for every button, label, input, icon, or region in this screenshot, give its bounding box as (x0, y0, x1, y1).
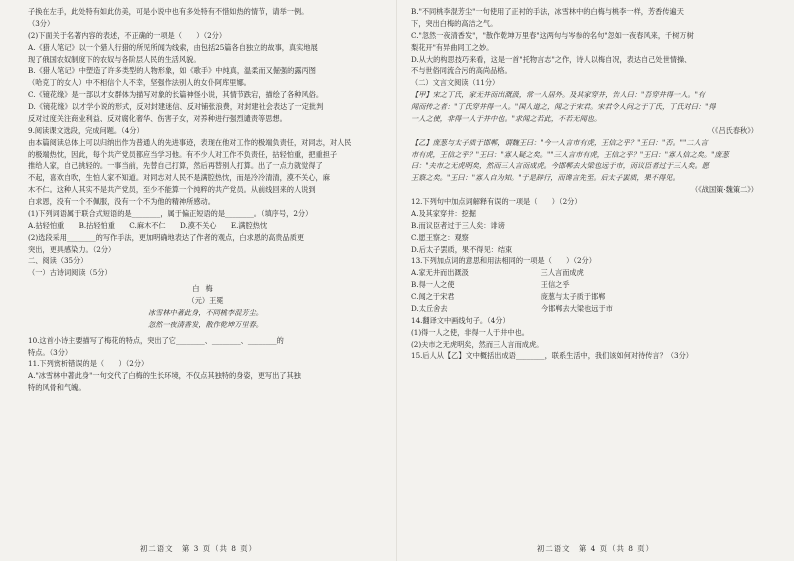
text-line: 由本篇阅读总体上可以归纳出作为普通人的先进事迹，表现在他对工作的极端负责任，对同志，对人民 (28, 137, 352, 147)
text-line: 12.下列句中加点词解释有误的一项是（ ）（2分） (411, 197, 582, 206)
text-line: (2)下面关于名著内容的表述，不正确的一项是（ ）（2分） (28, 30, 227, 40)
text-line: 特的风骨和气魄。 (28, 383, 86, 393)
text-line: (1)下列词语属于联合式短语的是________，属于偏正短语的是________。（填序号，2分） (28, 208, 313, 218)
right-questions-block (411, 196, 766, 362)
text-line: C.愿王察之：观察 (411, 232, 469, 242)
text-line: 王察之矣。"王曰："寡人自为知。"于是辞行，而谗言先至。后太子罢质，果不得见。 (411, 173, 680, 183)
page-footer: 初二语文 第 3 页（共 8 页） (139, 543, 258, 553)
text-line: B.而议臣者过于三人矣：诽谤 (411, 220, 505, 230)
source-citation: （《吕氏春秋》） (707, 125, 758, 135)
text-line: D.后太子罢质，果不得见：结束 (411, 244, 513, 254)
text-line: 现了俄国农奴制度下的农奴与各阶层人民的生活风貌。 (28, 54, 201, 64)
text-line: 一人之使，非得一人于井中也。"求闻之若此，不若无闻也。 (411, 113, 602, 123)
page-footer: 初二语文 第 4 页（共 8 页） (536, 543, 655, 553)
text-line: D.《镜花缘》以才学小说的形式，反对封建迷信、反对铺张浪费，对封建社会表达了一定批判 (28, 102, 324, 111)
text-line: 15.后人从【乙】文中概括出成语________，联系生活中，我们该如何对待传言？（3分） (411, 351, 693, 361)
text-line: C.《镜花缘》是一部以才女群体为描写对象的长篇神怪小说，其情节跌宕，描绘了各种风俗。 (28, 90, 324, 100)
text-line: 二、阅读（35分） (28, 256, 88, 266)
text-line: B.《猎人笔记》中塑造了许多类型的人物形象，如《歌手》中纯真，温柔而又倔强的露丙图 (28, 66, 316, 76)
poem-line: 冰雪林中著此身，不同桃李混芳尘。 (147, 307, 263, 317)
left-text-block (28, 6, 383, 279)
right-page (397, 0, 794, 561)
text-line: C.闻之于宋君 庞葱与太子质于邯郸 (411, 292, 606, 301)
poem-line: 忽然一夜清香发，散作乾坤万里春。 (147, 319, 263, 329)
text-line: A.《猎人笔记》以一个猎人行猎的所见所闻为线索，由包括25篇各自独立的故事，真实地展 (28, 42, 318, 52)
text-line: A."冰雪林中著此身"一句交代了白梅的生长环境，不仅点其独特的身姿，更写出了其独 (28, 371, 301, 381)
text-line: B."不同桃李混芳尘"一句使用了正衬的手法，冰雪林中的白梅与桃李一样，芳香传遍天 (411, 7, 684, 16)
right-text-block (411, 6, 766, 89)
text-line: 10.这首小诗主要描写了梅花的特点，突出了它________、________、________的 (28, 335, 284, 345)
classical-passage-a (411, 89, 766, 125)
text-line: 不起，喜欢自吹，生怕人家不知道。对同志对人民不是满腔热忱，而是冷冷清清，漠不关心，麻 (28, 173, 330, 183)
text-line: 【甲】宋之丁氏，家无井而出溉汲，常一人居外。及其家穿井，告人曰："吾穿井得一人。"有 (411, 90, 706, 100)
text-line: （一）古诗词阅读（5分） (28, 268, 112, 278)
text-line: 市有虎，王信之乎？"王曰："寡人疑之矣。""三人言市有虎，王信之乎？"王曰："寡人信之矣。"庞葱 (411, 149, 729, 159)
text-line: 13.下列加点词的意思和用法相同的一项是（ ）（2分） (411, 256, 596, 266)
text-line: 不与世俗同流合污的高尚品格。 (411, 66, 512, 76)
text-line: 子换在左手，此处特有如此仿美，可是小说中也有多处特有不惜如热的情节，请举一例。 (28, 7, 309, 16)
text-line: D.从大的构思技巧来看，这是一首"托物言志"之作，诗人以梅自况，表达自己处世情操、 (411, 54, 692, 64)
text-line: 推给人家，自己挑轻的。一事当前，先替自己打算，然后再替别人打算。出了一点力就觉得了 (28, 161, 323, 171)
text-line: 反对过度关注商业利益、反对腐化奢华、伤害子女，对养种进行强烈谴责等思想。 (28, 113, 287, 123)
text-line: 【乙】庞葱与太子质于邯郸，谓魏王曰："今一人言市有虎，王信之乎？"王曰："否。""二人言 (411, 137, 708, 147)
text-line: 的极端热忱，因此，每个共产党员都应当学习他。有不少人对工作不负责任，拈轻怕重，把重担子 (28, 149, 338, 159)
text-line: D.太丘舍去 今邯郸去大梁也远于市 (411, 303, 613, 313)
poem-author: （元）王冕 (187, 296, 224, 305)
text-line: 下，突出白梅的高洁之气。 (411, 18, 498, 28)
text-line: 特点。（3分） (28, 347, 73, 357)
text-line: （3分） (28, 18, 55, 28)
text-line: 闻而传之者："丁氏穿井得一人。"国人道之，闻之于宋君。宋君令人问之于丁氏，丁氏对曰："得 (411, 102, 716, 111)
text-line: 曰："夫市之无虎明矣，然而三人言而成虎。今邯郸去大梁也远于市，而议臣者过于三人矣。愿 (411, 161, 709, 171)
text-line: A.拈轻怕重 B.拈轻怕重 C.麻木不仁 D.漠不关心 E.满腔热忱 (28, 220, 268, 230)
source-citation: （《战国策·魏策二》） (691, 185, 758, 195)
classical-passage-b (411, 137, 766, 185)
text-line: C."忽然一夜清香发"，"散作乾坤万里春"这两句与岑参的名句"忽如一夜春风来，千树万树 (411, 30, 694, 40)
poem-title: 白梅 (192, 284, 219, 294)
text-line: 11.下列赏析错误的是（ ）（2分） (28, 359, 149, 369)
text-line: B.得一人之使 王信之乎 (411, 280, 570, 290)
left-questions-block (28, 335, 383, 394)
text-line: 白求恩，没有一个不佩服，没有一个不为他的精神所感动。 (28, 197, 215, 206)
text-line: 9.阅读课文选段，完成问题。（4分） (28, 125, 144, 135)
text-line: (2)选段采用________的写作手法，更加明确地表达了作者的观点，白求恩的高贵品质更 (28, 232, 305, 242)
text-line: (1)得一人之使，非得一人于井中也。 (411, 327, 529, 337)
text-line: （二）文言文阅读（11分） (411, 78, 500, 88)
text-line: (2)夫市之无虎明矣，然而三人言而成虎。 (411, 339, 544, 349)
text-line: 突出，更具感染力。（2分） (28, 244, 116, 254)
text-line: A.及其家穿井：挖掘 (411, 208, 476, 218)
text-line: 14.翻译文中画线句子。（4分） (411, 315, 510, 325)
text-line: A.家无井而出溉汲 三人言而成虎 (411, 268, 584, 278)
text-line: 梨花开"有异曲同工之妙。 (411, 42, 494, 52)
text-line: 木不仁。这种人其实不是共产党员，至少不能算一个纯粹的共产党员。从前线回来的人说到 (28, 185, 316, 195)
text-line: （哈克丁的女人）中不相信个人不幸，坚强作法别人的女仆阿库里娜。 (28, 78, 251, 88)
